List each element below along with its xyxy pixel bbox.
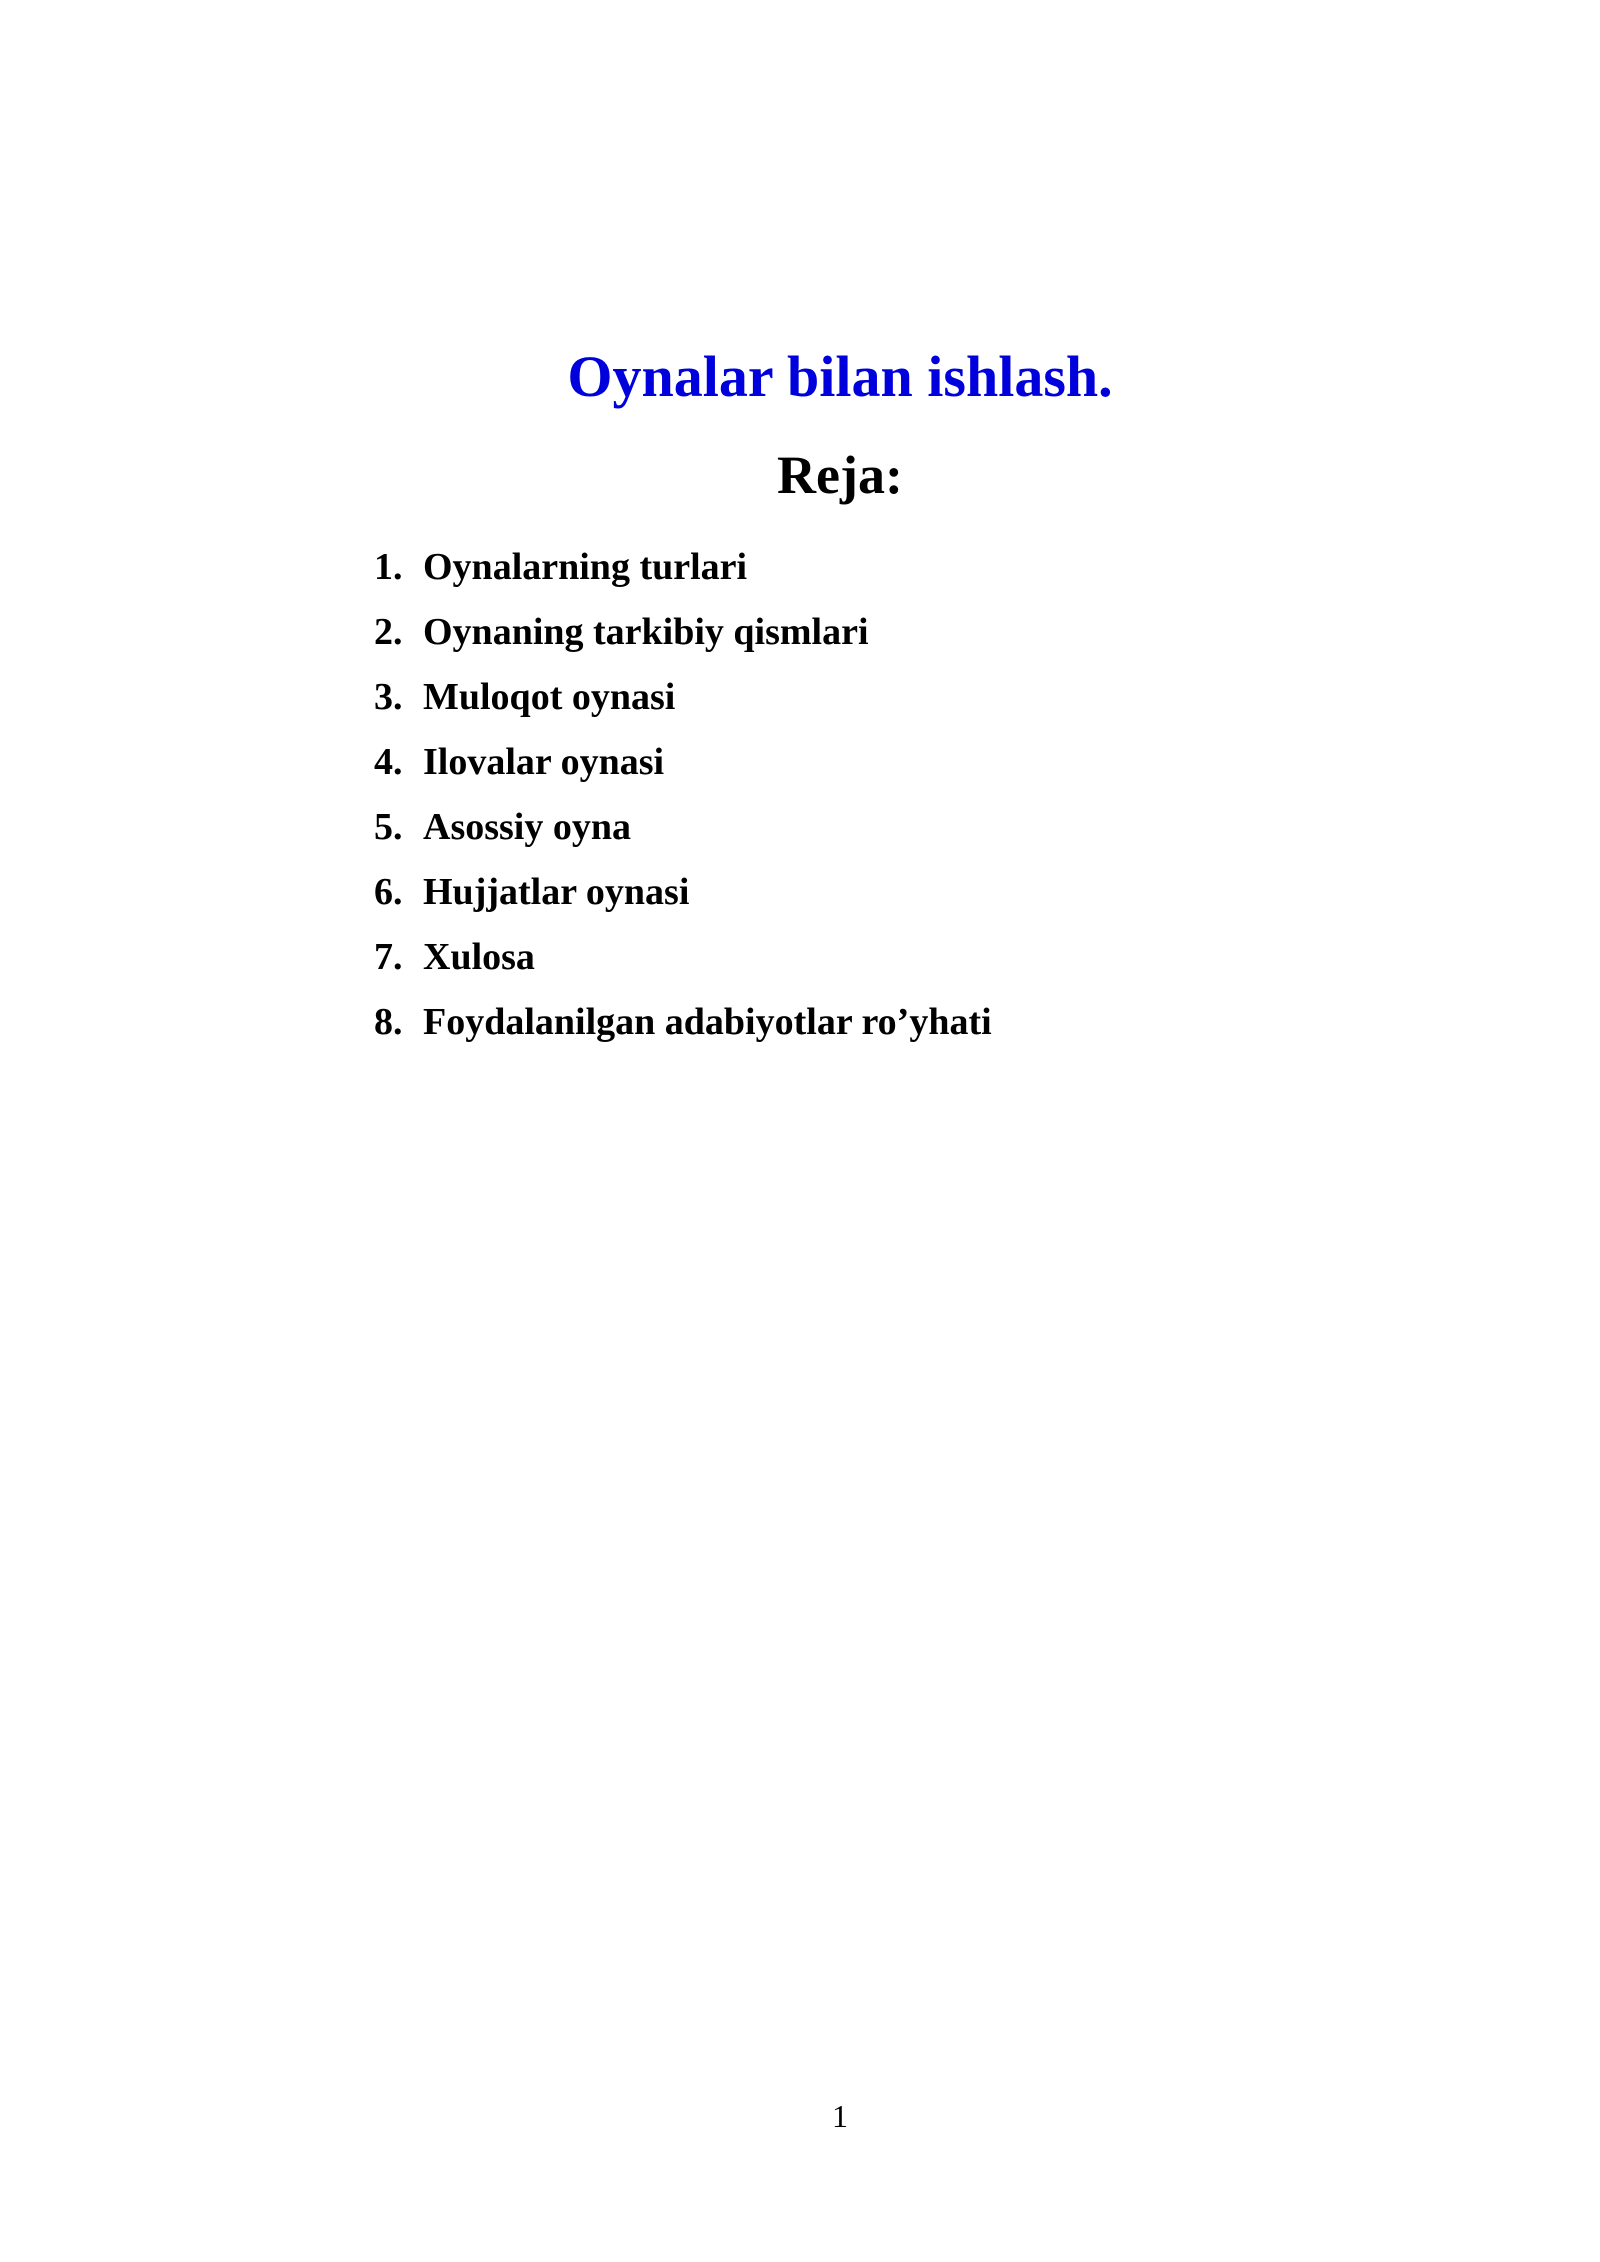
list-item [374, 664, 992, 729]
list-item-number: 6. [374, 870, 403, 913]
list-item-text: Muloqot oynasi [423, 675, 676, 718]
list-item [374, 859, 992, 924]
plan-heading: Reja: [777, 445, 903, 505]
list-item [374, 729, 992, 794]
list-item-number: 2. [374, 610, 403, 653]
list-item-number: 4. [374, 740, 403, 783]
list-item-number: 1. [374, 545, 403, 588]
list-item-text: Ilovalar oynasi [423, 740, 665, 783]
list-item-text: Asossiy oyna [423, 805, 631, 848]
list-item-number: 5. [374, 805, 403, 848]
list-item-number: 8. [374, 1000, 403, 1043]
list-item [374, 924, 992, 989]
list-item [374, 534, 992, 599]
list-item [374, 599, 992, 664]
list-item [374, 989, 992, 1054]
list-item-text: Oynaning tarkibiy qismlari [423, 610, 869, 653]
list-item-text: Xulosa [423, 935, 535, 978]
list-item [374, 794, 992, 859]
list-item-text: Foydalanilgan adabiyotlar ro’yhati [423, 1000, 992, 1043]
plan-list [374, 534, 992, 1054]
list-item-text: Hujjatlar oynasi [423, 870, 690, 913]
list-item-number: 3. [374, 675, 403, 718]
list-item-text: Oynalarning turlari [423, 545, 748, 588]
page-title: Oynalar bilan ishlash. [567, 344, 1113, 409]
page-number: 1 [832, 2098, 848, 2134]
list-item-number: 7. [374, 935, 403, 978]
